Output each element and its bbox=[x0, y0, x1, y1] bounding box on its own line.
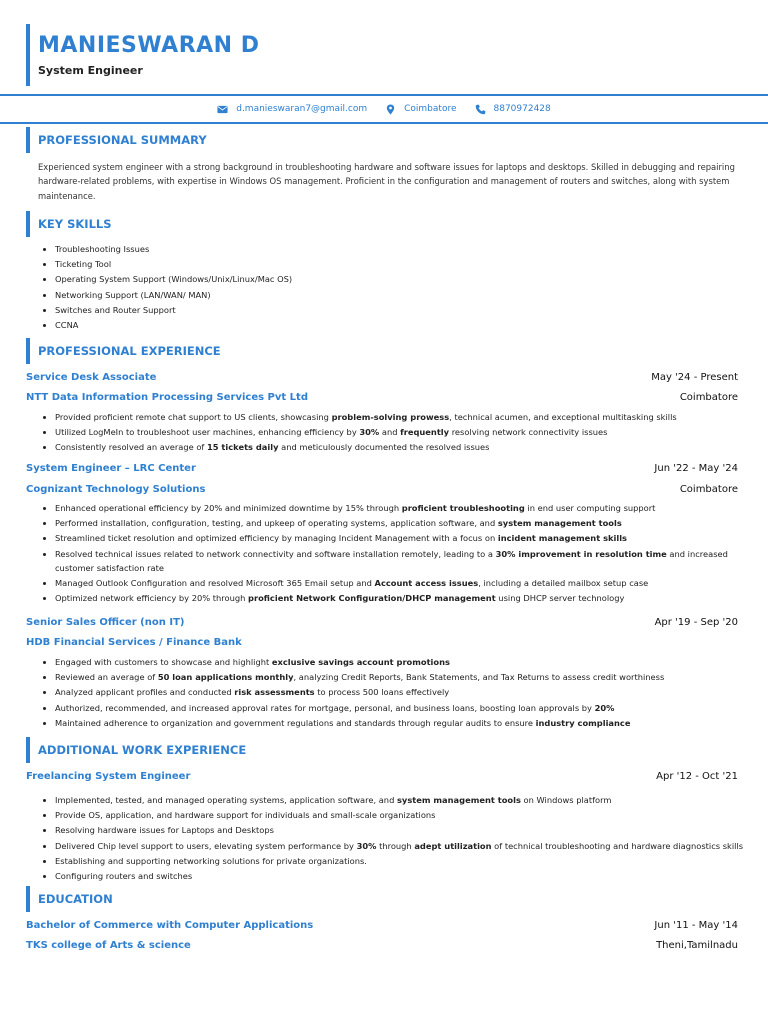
bullet-text: Authorized, recommended, and increased approval rates for mortgage, personal, and business loans, boosting loan approvals by bbox=[55, 702, 595, 713]
section-title-additional: ADDITIONAL WORK EXPERIENCE bbox=[26, 737, 246, 763]
bullet-item bbox=[38, 685, 664, 700]
job-bullets bbox=[38, 501, 745, 606]
bullet-highlight: system management tools bbox=[497, 518, 622, 529]
bullet-item bbox=[38, 655, 664, 670]
bullet-text: Delivered Chip level support to users, elevating system performance by bbox=[55, 840, 357, 851]
job-title: Senior Sales Officer (non IT) bbox=[26, 616, 185, 628]
bullet-text: , including a detailed mailbox setup case bbox=[478, 577, 649, 588]
job-header bbox=[26, 615, 738, 629]
bullet-text: Enhanced operational efficiency by 20% and minimized downtime by 15% through bbox=[55, 503, 402, 513]
bullet-item bbox=[38, 591, 745, 606]
section-title-education: EDUCATION bbox=[26, 886, 113, 912]
bullet-item bbox=[38, 516, 745, 531]
bullet-item bbox=[38, 808, 743, 823]
bullet-text: to process 500 loans effectively bbox=[314, 687, 450, 698]
bullet-text: Managed Outlook Configuration and resolved Microsoft 365 Email setup and bbox=[55, 577, 375, 588]
skills-list bbox=[38, 242, 292, 333]
bullet-text: Consistently resolved an average of bbox=[55, 442, 207, 453]
bullet-text: and meticulously documented the resolved issues bbox=[278, 442, 490, 453]
bullet-text: Reviewed an average of bbox=[55, 672, 158, 683]
bullet-item bbox=[38, 793, 743, 808]
bullet-text: Analyzed applicant profiles and conducted bbox=[55, 687, 235, 698]
job-header bbox=[26, 461, 738, 475]
bullet-text: and increased customer satisfaction rate bbox=[55, 548, 728, 574]
envelope-icon bbox=[217, 104, 228, 115]
company-name: Cognizant Technology Solutions bbox=[26, 483, 206, 495]
bullet-item bbox=[38, 531, 745, 546]
bullet-text: of technical troubleshooting and hardware diagnostics skills bbox=[491, 840, 744, 851]
bullet-item bbox=[38, 547, 745, 576]
contact-phone[interactable] bbox=[475, 104, 551, 115]
bullet-item bbox=[38, 576, 745, 591]
bullet-text: Optimized network efficiency by 20% through bbox=[55, 592, 249, 603]
company-name: NTT Data Information Processing Services Pvt Ltd bbox=[26, 391, 308, 403]
contact-bar bbox=[0, 94, 768, 124]
bullet-text: and bbox=[379, 427, 401, 438]
phone-text: 8870972428 bbox=[493, 104, 551, 114]
bullet-highlight: system management tools bbox=[396, 795, 521, 805]
bullet-text: Engaged with customers to showcase and highlight bbox=[55, 657, 272, 667]
bullet-item bbox=[38, 869, 743, 884]
bullet-text: Provided proficient remote chat support to US clients, showcasing bbox=[55, 412, 332, 422]
bullet-highlight: 20% bbox=[594, 702, 615, 713]
job-dates: Apr '12 - Oct '21 bbox=[656, 770, 738, 782]
bullet-item bbox=[38, 839, 743, 854]
email-text: d.manieswaran7@gmail.com bbox=[236, 104, 368, 114]
bullet-text: through bbox=[376, 840, 415, 851]
section-title-summary: PROFESSIONAL SUMMARY bbox=[26, 127, 207, 153]
bullet-highlight: proficient Network Configuration/DHCP management bbox=[248, 592, 496, 603]
bullet-text: in end user computing support bbox=[524, 503, 656, 513]
bullet-highlight: proficient troubleshooting bbox=[401, 503, 525, 513]
job-bullets bbox=[38, 655, 664, 731]
location-pin-icon bbox=[385, 104, 396, 115]
bullet-highlight: incident management skills bbox=[497, 533, 627, 544]
job-title: System Engineer – LRC Center bbox=[26, 462, 196, 474]
education-location: Theni,Tamilnadu bbox=[656, 939, 738, 951]
bullet-highlight: adept utilization bbox=[414, 840, 492, 851]
bullet-text: Implemented, tested, and managed operating systems, application software, and bbox=[55, 795, 397, 805]
candidate-role: System Engineer bbox=[38, 64, 143, 77]
bullet-text: , analyzing Credit Reports, Bank Statements, and Tax Returns to assess credit worthiness bbox=[293, 672, 665, 683]
job-location: Coimbatore bbox=[679, 391, 738, 403]
bullet-highlight: frequently bbox=[400, 427, 450, 438]
job-location: Coimbatore bbox=[679, 483, 738, 495]
bullet-text: Streamlined ticket resolution and optimized efficiency by managing Incident Management with a focus on bbox=[55, 533, 498, 544]
bullet-highlight: 30% bbox=[356, 840, 377, 851]
job-bullets bbox=[38, 410, 677, 456]
bullet-text: , technical acumen, and exceptional multitasking skills bbox=[449, 412, 677, 422]
bullet-text: resolving network connectivity issues bbox=[449, 427, 608, 438]
bullet-item bbox=[38, 670, 664, 685]
bullet-highlight: exclusive savings account promotions bbox=[271, 657, 450, 667]
bullet-text: Maintained adherence to organization and government regulations and standards through regular audits to ensure bbox=[55, 717, 536, 728]
bullet-text: using DHCP server technology bbox=[495, 592, 625, 603]
bullet-text: on Windows platform bbox=[520, 795, 612, 805]
college-name: TKS college of Arts & science bbox=[26, 939, 191, 951]
bullet-item bbox=[38, 823, 743, 838]
bullet-highlight: Account access issues bbox=[374, 577, 479, 588]
contact-location bbox=[385, 104, 456, 115]
skill-item: Networking Support (LAN/WAN/ MAN) bbox=[38, 288, 292, 303]
education-degree-row bbox=[26, 918, 738, 932]
location-text: Coimbatore bbox=[404, 104, 457, 114]
job-bullets bbox=[38, 793, 743, 884]
bullet-highlight: risk assessments bbox=[234, 687, 315, 698]
bullet-highlight: 50 loan applications monthly bbox=[157, 672, 294, 683]
job-dates: May '24 - Present bbox=[651, 371, 738, 383]
bullet-item bbox=[38, 501, 745, 516]
job-company-row bbox=[26, 482, 738, 496]
job-header bbox=[26, 370, 738, 384]
section-title-experience: PROFESSIONAL EXPERIENCE bbox=[26, 338, 221, 364]
job-dates: Apr '19 - Sep '20 bbox=[654, 616, 738, 628]
skill-item: Switches and Router Support bbox=[38, 303, 292, 318]
header bbox=[26, 24, 260, 86]
bullet-highlight: 15 tickets daily bbox=[206, 442, 279, 453]
bullet-highlight: 30% improvement in resolution time bbox=[495, 548, 667, 559]
contact-email[interactable] bbox=[217, 104, 367, 115]
bullet-text: Utilized LogMeIn to troubleshoot user machines, enhancing efficiency by bbox=[55, 427, 360, 438]
job-company-row bbox=[26, 390, 738, 404]
bullet-item bbox=[38, 716, 664, 731]
bullet-text: Resolving hardware issues for Laptops and Desktops bbox=[55, 825, 274, 836]
phone-icon bbox=[475, 104, 486, 115]
bullet-text: Establishing and supporting networking solutions for private organizations. bbox=[55, 855, 367, 866]
bullet-text: Configuring routers and switches bbox=[55, 870, 193, 881]
bullet-item bbox=[38, 440, 677, 455]
bullet-text: Provide OS, application, and hardware support for individuals and small-scale organizations bbox=[55, 810, 436, 821]
job-dates: Jun '22 - May '24 bbox=[654, 462, 738, 474]
bullet-item bbox=[38, 410, 677, 425]
job-header bbox=[26, 769, 738, 783]
skill-item: CCNA bbox=[38, 318, 292, 333]
bullet-item bbox=[38, 854, 743, 869]
degree-name: Bachelor of Commerce with Computer Applications bbox=[26, 919, 314, 931]
candidate-name: MANIESWARAN D bbox=[38, 33, 260, 58]
bullet-item bbox=[38, 701, 664, 716]
job-title: Freelancing System Engineer bbox=[26, 770, 191, 782]
skill-item: Ticketing Tool bbox=[38, 257, 292, 272]
bullet-highlight: 30% bbox=[359, 427, 380, 438]
bullet-item bbox=[38, 425, 677, 440]
job-title: Service Desk Associate bbox=[26, 371, 157, 383]
section-title-skills: KEY SKILLS bbox=[26, 211, 112, 237]
bullet-highlight: problem-solving prowess bbox=[331, 412, 450, 422]
skill-item: Operating System Support (Windows/Unix/Linux/Mac OS) bbox=[38, 272, 292, 287]
education-college-row bbox=[26, 938, 738, 952]
bullet-text: Performed installation, configuration, testing, and upkeep of operating systems, application software, and bbox=[55, 518, 498, 529]
job-company-row bbox=[26, 635, 738, 649]
summary-text: Experienced system engineer with a strong background in troubleshooting hardware and software issues for laptops and desktops. Skilled in debugging and repairing hardware-related problems, with expertise in Windows OS management. Proficient in the configuration and management of routers and switches, along with system maintenance. bbox=[38, 162, 735, 201]
company-name: HDB Financial Services / Finance Bank bbox=[26, 636, 242, 648]
education-dates: Jun '11 - May '14 bbox=[654, 919, 738, 931]
skill-item: Troubleshooting Issues bbox=[38, 242, 292, 257]
bullet-highlight: industry compliance bbox=[535, 717, 631, 728]
bullet-text: Resolved technical issues related to network connectivity and software installation remotely, leading to a bbox=[55, 548, 496, 559]
